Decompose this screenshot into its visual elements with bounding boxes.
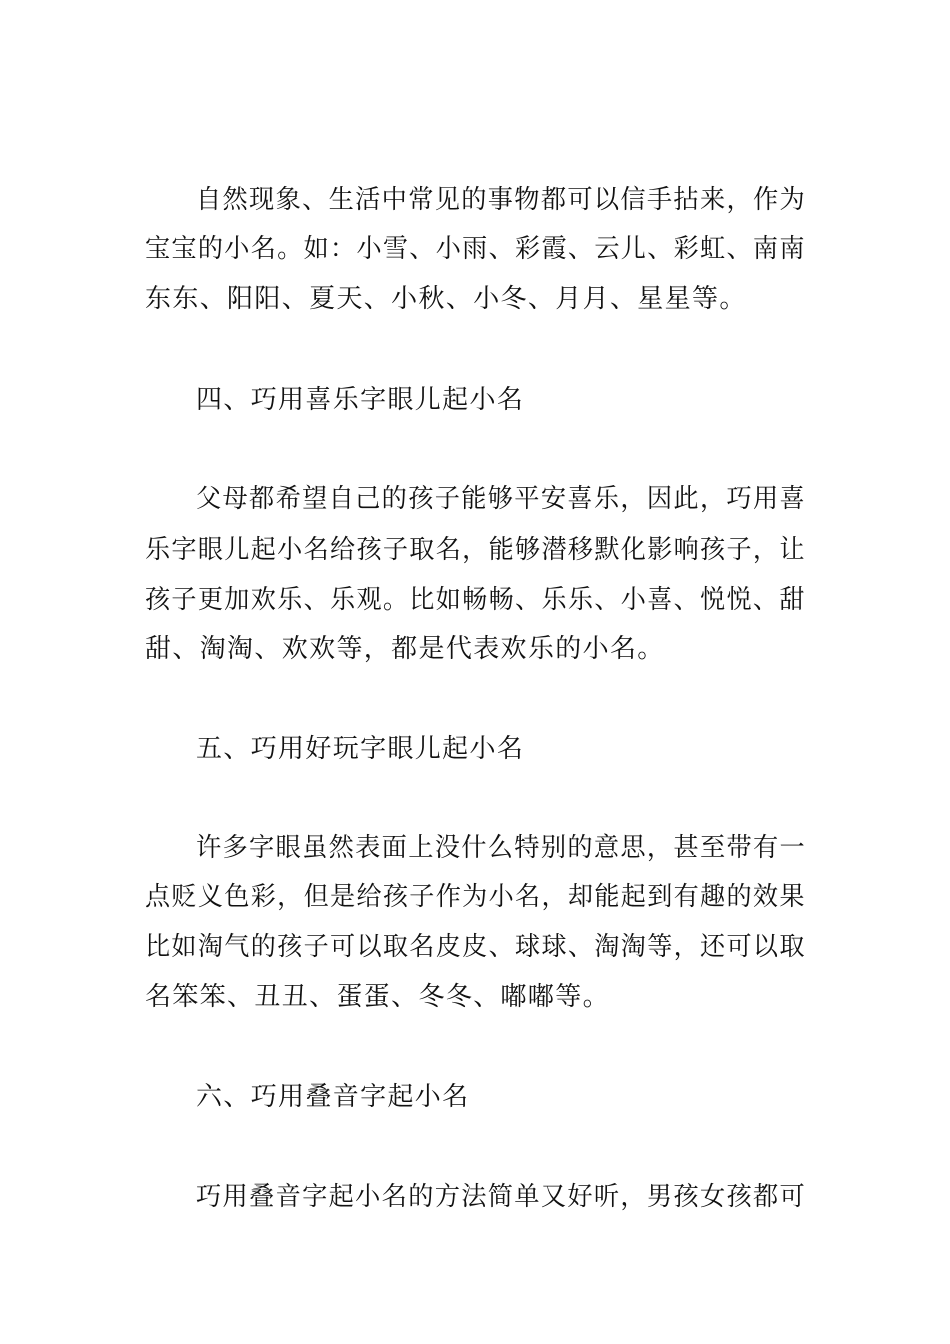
paragraph-line: 自然现象、生活中常见的事物都可以信手拈来，作为 [196,185,807,215]
section-heading-4: 四、巧用喜乐字眼儿起小名 [196,385,525,415]
paragraph-line: 孩子更加欢乐、乐观。比如畅畅、乐乐、小喜、悦悦、甜 [145,585,806,615]
paragraph-line: 乐字眼儿起小名给孩子取名，能够潜移默化影响孩子，让 [145,535,806,565]
paragraph-line: 宝宝的小名。如：小雪、小雨、彩霞、云儿、彩虹、南南 [145,234,806,264]
paragraph-line: 比如淘气的孩子可以取名皮皮、球球、淘淘等，还可以取 [145,932,806,962]
paragraph-line: 许多字眼虽然表面上没什么特别的意思，甚至带有一 [196,833,807,863]
section-heading-6: 六、巧用叠音字起小名 [196,1082,470,1112]
paragraph-line: 巧用叠音字起小名的方法简单又好听，男孩女孩都可 [196,1182,807,1212]
paragraph-line: 东东、阳阳、夏天、小秋、小冬、月月、星星等。 [145,284,747,314]
paragraph-line: 父母都希望自己的孩子能够平安喜乐，因此，巧用喜 [196,484,807,514]
section-heading-5: 五、巧用好玩字眼儿起小名 [196,734,525,764]
paragraph-line: 点贬义色彩，但是给孩子作为小名，却能起到有趣的效果 [145,882,806,912]
paragraph-line: 名笨笨、丑丑、蛋蛋、冬冬、嘟嘟等。 [145,982,610,1012]
paragraph-line: 甜、淘淘、欢欢等，都是代表欢乐的小名。 [145,634,665,664]
